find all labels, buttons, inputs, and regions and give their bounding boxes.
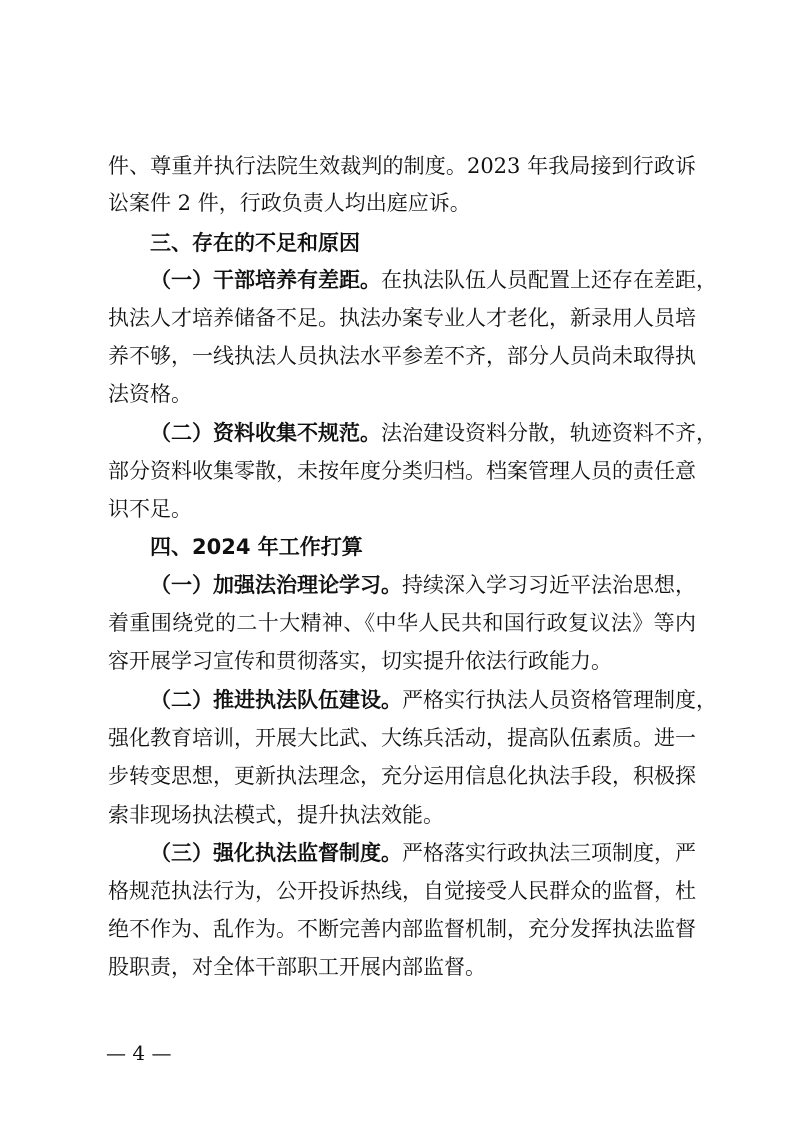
paragraph-line: 绝不作为、乱作为。不断完善内部监督机制，充分发挥执法监督 (108, 917, 696, 941)
paragraph-line (150, 570, 696, 600)
paragraph-line: 识不足。 (108, 497, 192, 521)
item-text: 严格落实行政执法三项制度，严 (402, 841, 696, 865)
paragraph-line: 格规范执法行为，公开投诉热线，自觉接受人民群众的监督，杜 (108, 879, 696, 903)
paragraph-line (150, 418, 717, 448)
paragraph-line: 股职责，对全体干部职工开展内部监督。 (108, 955, 486, 979)
paragraph-line: 讼案件 2 件，行政负责人均出庭应诉。 (108, 191, 471, 215)
paragraph-line: 执法人才培养储备不足。执法办案专业人才老化，新录用人员培 (108, 306, 696, 330)
paragraph-line (150, 265, 717, 295)
paragraph-line (150, 685, 717, 715)
paragraph-line: 容开展学习宣传和贯彻落实，切实提升依法行政能力。 (108, 649, 612, 673)
paragraph-line: 强化教育培训，开展大比武、大练兵活动，提高队伍素质。进一 (108, 726, 696, 750)
section-heading: 四、2024 年工作打算 (150, 535, 363, 559)
paragraph-line: 步转变思想，更新执法理念，充分运用信息化执法手段，积极探 (108, 764, 696, 788)
item-title: （二）推进执法队伍建设。 (150, 688, 402, 712)
paragraph-line: 件、尊重并执行法院生效裁判的制度。2023 年我局接到行政诉 (108, 154, 696, 178)
section-heading: 三、存在的不足和原因 (150, 231, 360, 255)
paragraph-line: 索非现场执法模式，提升执法效能。 (108, 803, 444, 827)
item-title: （一）加强法治理论学习。 (150, 573, 402, 597)
page-number: — 4 — (106, 1041, 172, 1065)
item-title: （三）强化执法监督制度。 (150, 841, 402, 865)
paragraph-line: 部分资料收集零散，未按年度分类归档。档案管理人员的责任意 (108, 459, 696, 483)
paragraph-line (150, 838, 696, 868)
item-text: 持续深入学习习近平法治思想， (402, 573, 696, 597)
paragraph-line: 法资格。 (108, 382, 192, 406)
paragraph-line: 着重围绕党的二十大精神、《中华人民共和国行政复议法》等内 (108, 611, 696, 635)
item-text: 法治建设资料分散，轨迹资料不齐， (381, 421, 717, 445)
item-text: 严格实行执法人员资格管理制度， (402, 688, 717, 712)
item-title: （一）干部培养有差距。 (150, 268, 381, 292)
paragraph-line: 养不够，一线执法人员执法水平参差不齐，部分人员尚未取得执 (108, 344, 696, 368)
item-title: （二）资料收集不规范。 (150, 421, 381, 445)
item-text: 在执法队伍人员配置上还存在差距， (381, 268, 717, 292)
